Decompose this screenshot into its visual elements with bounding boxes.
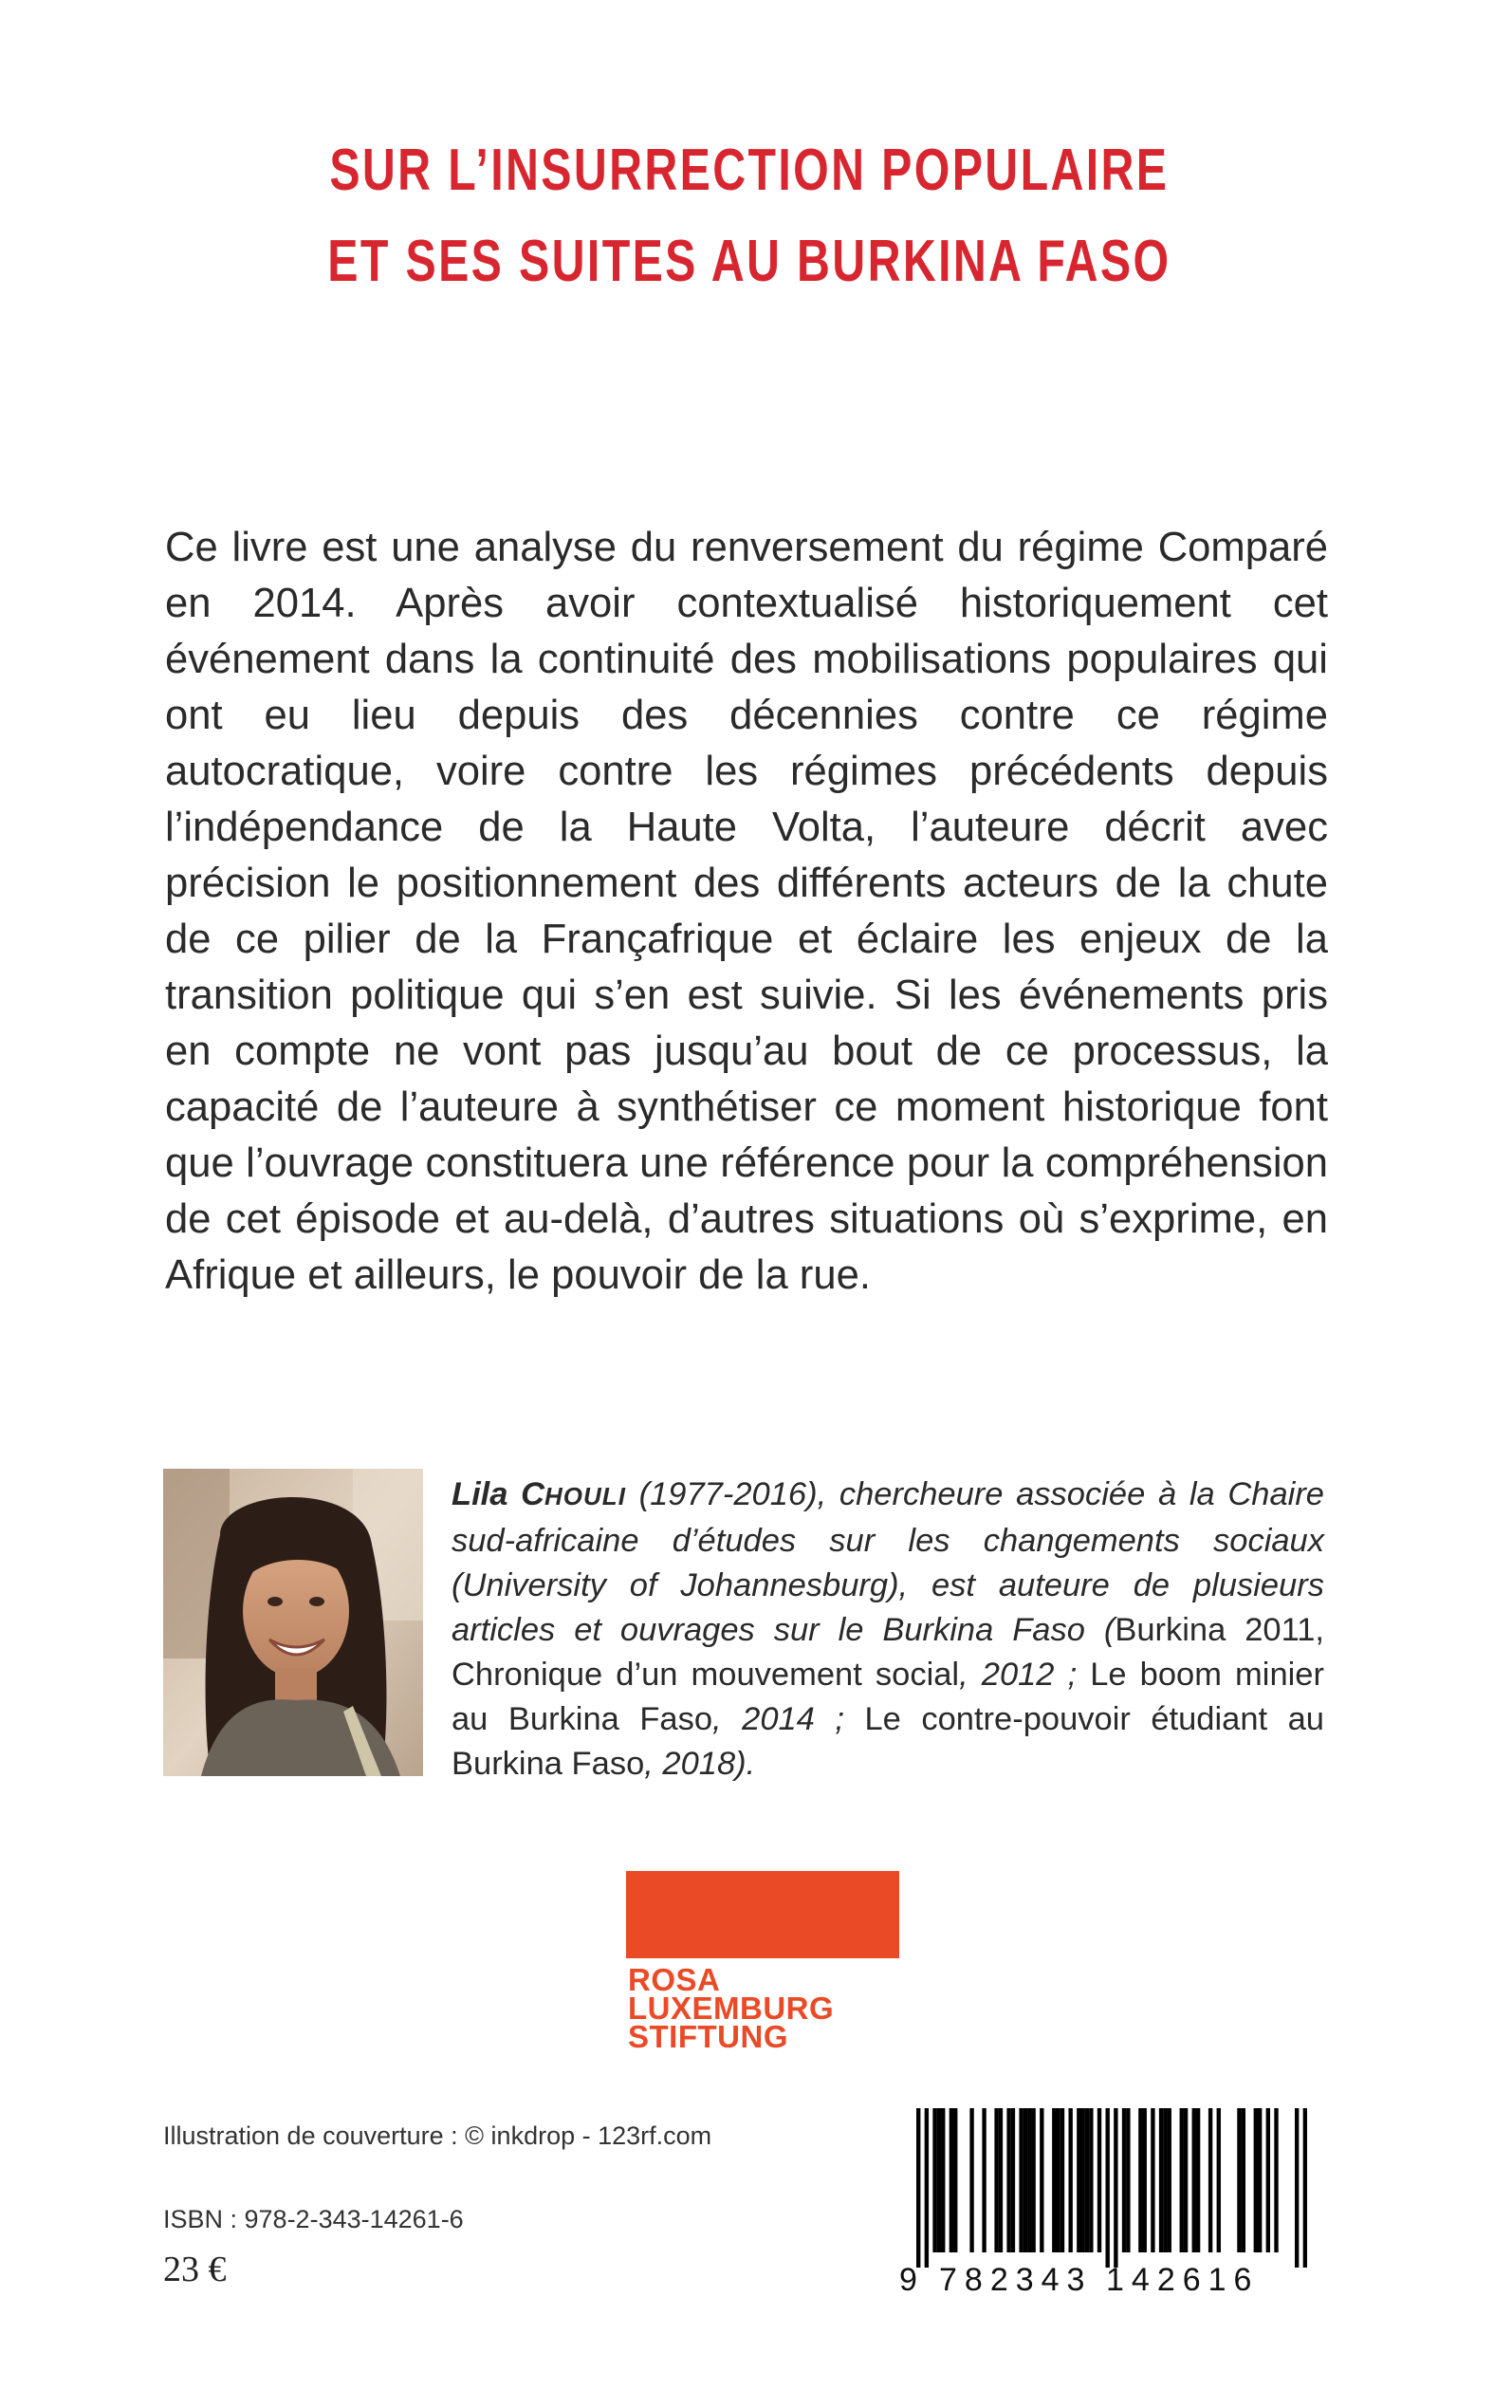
barcode-bar — [1258, 2108, 1262, 2252]
author-name: Lila CHOULI — [452, 1476, 626, 1512]
barcode-bar — [1266, 2108, 1270, 2252]
barcode-bar — [1159, 2108, 1163, 2252]
barcode-bar — [953, 2108, 957, 2252]
cover-illustration-credit: Illustration de couverture : © inkdrop - 123rf.com — [163, 2121, 712, 2150]
barcode-bar — [1208, 2108, 1212, 2252]
barcode-bar — [1168, 2108, 1171, 2252]
barcode-bar — [1105, 2108, 1109, 2268]
back-cover-blurb: Ce livre est une analyse du renversement du régime Comparé en 2014. Après avoir contextualisé historiquement cet événement dans la continuité des mobilisations populaires qui ont eu lieu depuis des décennies contre ce régime autocratique, voire contre les régimes précédents depuis l’indépendance de la Haute Volta, l’auteure décrit avec précision le positionnement des différents acteurs de la chute de ce pilier de la Françafrique et éclaire les enjeux de la transition politique qui s’en est suivie. Si les événements pris en compte ne vont pas jusqu’au bout de ce processus, la capacité de l’auteure à synthétiser ce moment historique font que l’ouvrage constituera une référence pour la compréhension de cet épisode et au-delà, d’autres situations où s’exprime, en Afrique et ailleurs, le pouvoir de la rue. — [165, 525, 1328, 1298]
barcode-first-digit: 9 — [899, 2262, 917, 2298]
bio-year-1: , 2012 ; — [959, 1657, 1091, 1693]
barcode-bar — [1237, 2108, 1241, 2252]
barcode-bar — [1122, 2108, 1126, 2252]
barcode-bar — [1085, 2108, 1089, 2252]
bio-year-3: , 2018). — [644, 1746, 756, 1782]
barcode-bar — [1184, 2108, 1188, 2252]
barcode-bar — [941, 2108, 945, 2252]
logo-line-2: LUXEMBURG — [628, 1991, 835, 2026]
barcode-bar — [1138, 2108, 1142, 2252]
barcode-right-group: 142616 — [1106, 2262, 1260, 2298]
isbn-number: ISBN : 978-2-343-14261-6 — [163, 2205, 464, 2233]
logo-line-3: STIFTUNG — [628, 2019, 788, 2054]
barcode-bar — [1126, 2108, 1130, 2252]
rosa-luxemburg-logo-text — [628, 1962, 835, 2054]
barcode-bar — [1068, 2108, 1072, 2252]
barcode-bar — [1031, 2108, 1035, 2252]
barcode-bar — [1011, 2108, 1015, 2252]
barcode-left-group: 782343 — [939, 2262, 1093, 2298]
barcode-bar — [1180, 2108, 1184, 2252]
barcode-bar — [1274, 2108, 1278, 2252]
barcode-bar — [1295, 2108, 1299, 2268]
bio-year-2: , 2014 ; — [712, 1701, 865, 1737]
barcode-bar — [925, 2108, 929, 2268]
logo-line-1: ROSA — [628, 1962, 721, 1997]
barcode-bar — [1196, 2108, 1200, 2252]
title-line-2: ET SES SUITES AU BURKINA FASO — [327, 229, 1171, 294]
rosa-luxemburg-logo-block — [626, 1871, 899, 1958]
barcode-bar — [1192, 2108, 1196, 2252]
barcode-bar — [916, 2108, 920, 2268]
barcode-bar — [1254, 2108, 1258, 2252]
barcode-bar — [1027, 2108, 1031, 2252]
barcode-bar — [1151, 2108, 1154, 2252]
barcode-bar — [1097, 2108, 1101, 2252]
bio-text: (1977-2016), chercheure associée à la Chaire sud-africaine d’études sur les changements sociaux (University of Johannesburg), est auteure de plusieurs articles et ouvrages sur le Burkina Faso ( — [452, 1476, 1324, 1648]
barcode-bar — [1052, 2108, 1056, 2252]
barcode-bar — [994, 2108, 998, 2252]
barcode-bar — [1217, 2108, 1221, 2252]
barcode-bar — [1056, 2108, 1060, 2252]
barcode-bar — [1019, 2108, 1023, 2252]
bio-book-1: Burkina 2011, Chronique d’un mouvement social — [452, 1612, 1324, 1693]
author-photo — [163, 1469, 423, 1776]
barcode-bar — [1077, 2108, 1080, 2252]
barcode-bar — [999, 2108, 1003, 2252]
barcode-bars — [895, 2108, 1307, 2268]
barcode-bar — [1163, 2108, 1167, 2252]
barcode-bar — [1089, 2108, 1093, 2252]
barcode-bar — [1060, 2108, 1064, 2252]
barcode-bar — [1143, 2108, 1147, 2252]
barcode-bar — [1040, 2108, 1043, 2252]
ean-barcode — [895, 2108, 1307, 2268]
barcode-bar — [1023, 2108, 1027, 2252]
author-bio — [452, 1473, 1324, 1787]
barcode-bar — [937, 2108, 941, 2252]
barcode-bar — [1114, 2108, 1117, 2268]
bio-book-2: Le boom minier au Burkina Faso — [452, 1657, 1324, 1737]
barcode-bar — [1303, 2108, 1307, 2268]
price: 23 € — [163, 2250, 227, 2289]
book-title — [285, 125, 1214, 307]
barcode-bar — [982, 2108, 986, 2252]
barcode-bar — [1080, 2108, 1084, 2252]
barcode-bar — [1242, 2108, 1245, 2252]
bio-book-3: Le contre-pouvoir étudiant au Burkina Faso — [452, 1701, 1324, 1782]
barcode-bar — [1006, 2108, 1010, 2252]
barcode-bar — [932, 2108, 936, 2252]
title-line-1: SUR L’INSURRECTION POPULAIRE — [329, 138, 1170, 203]
barcode-bar — [969, 2108, 973, 2252]
barcode-bar — [950, 2108, 953, 2252]
